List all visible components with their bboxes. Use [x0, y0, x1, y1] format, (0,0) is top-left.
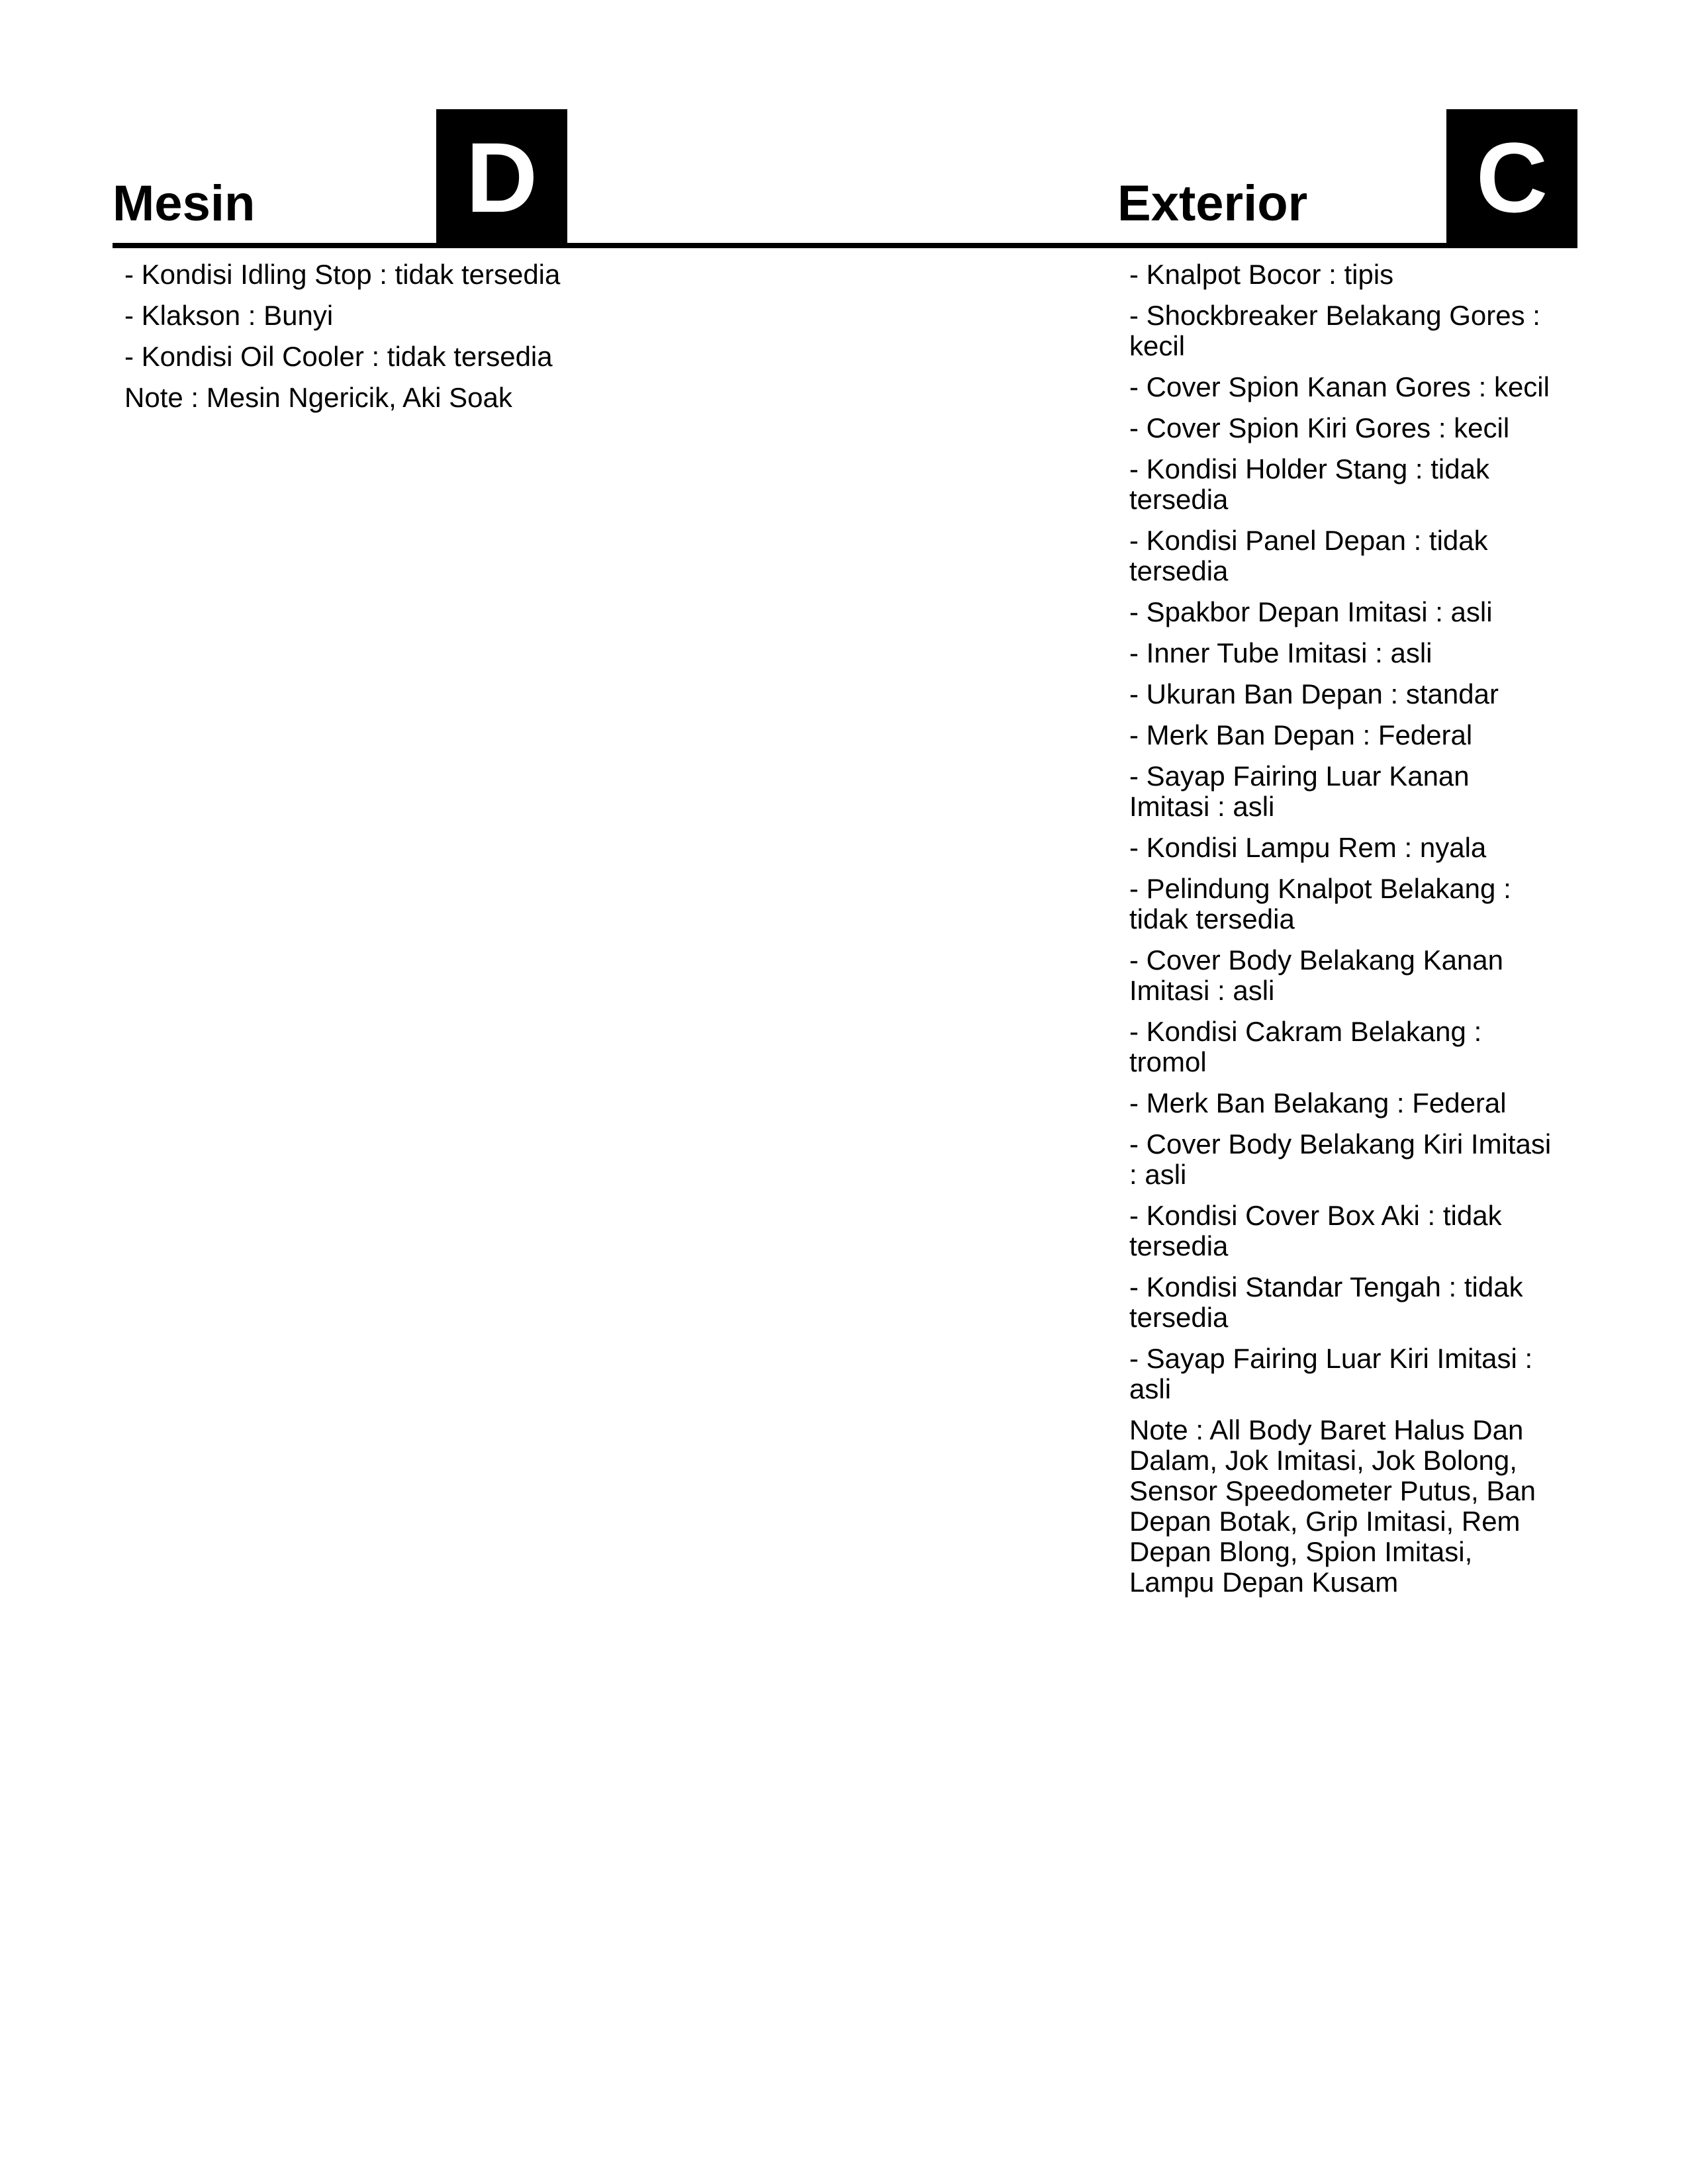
list-item: - Sayap Fairing Luar Kiri Imitasi : asli: [1129, 1343, 1533, 1404]
exterior-grade-badge: C: [1446, 109, 1577, 246]
list-item: - Kondisi Panel Depan : tidak tersedia: [1129, 525, 1488, 586]
list-item: - Merk Ban Belakang : Federal: [1129, 1087, 1507, 1118]
header-divider: [113, 243, 1577, 248]
exterior-title: Exterior: [1117, 175, 1308, 232]
mesin-title: Mesin: [113, 175, 256, 232]
list-item: - Sayap Fairing Luar Kanan Imitasi : asli: [1129, 760, 1470, 822]
mesin-item-list: [124, 259, 561, 424]
list-item: - Klakson : Bunyi: [124, 300, 334, 331]
list-item: - Cover Body Belakang Kiri Imitasi : asli: [1129, 1128, 1552, 1190]
list-item: - Kondisi Cakram Belakang : tromol: [1129, 1016, 1482, 1077]
list-item: - Kondisi Idling Stop : tidak tersedia: [124, 259, 561, 290]
list-item: - Kondisi Standar Tengah : tidak tersedia: [1129, 1271, 1523, 1333]
list-item: - Kondisi Cover Box Aki : tidak tersedia: [1129, 1200, 1502, 1261]
list-item: - Cover Spion Kiri Gores : kecil: [1129, 412, 1510, 443]
list-item: - Spakbor Depan Imitasi : asli: [1129, 596, 1493, 627]
list-item: - Shockbreaker Belakang Gores : kecil: [1129, 300, 1540, 361]
list-item: - Inner Tube Imitasi : asli: [1129, 637, 1432, 668]
list-item: - Knalpot Bocor : tipis: [1129, 259, 1394, 290]
list-item: - Cover Spion Kanan Gores : kecil: [1129, 371, 1550, 402]
list-item: - Cover Body Belakang Kanan Imitasi : asli: [1129, 944, 1504, 1006]
mesin-note: Note : Mesin Ngericik, Aki Soak: [124, 382, 512, 413]
list-item: - Kondisi Holder Stang : tidak tersedia: [1129, 453, 1489, 515]
list-item: - Pelindung Knalpot Belakang : tidak tersedia: [1129, 873, 1511, 934]
mesin-grade-badge: D: [436, 109, 567, 246]
list-item: - Merk Ban Depan : Federal: [1129, 719, 1473, 751]
exterior-note: Note : All Body Baret Halus Dan Dalam, Jok Imitasi, Jok Bolong, Sensor Speedometer Putus, Ban Depan Botak, Grip Imitasi, Rem Depan Blong, Spion Imitasi, Lampu Depan Kusam: [1129, 1414, 1536, 1598]
list-item: - Ukuran Ban Depan : standar: [1129, 678, 1499, 709]
list-item: - Kondisi Lampu Rem : nyala: [1129, 832, 1487, 863]
exterior-item-list: [1129, 259, 1553, 1608]
list-item: - Kondisi Oil Cooler : tidak tersedia: [124, 341, 553, 372]
